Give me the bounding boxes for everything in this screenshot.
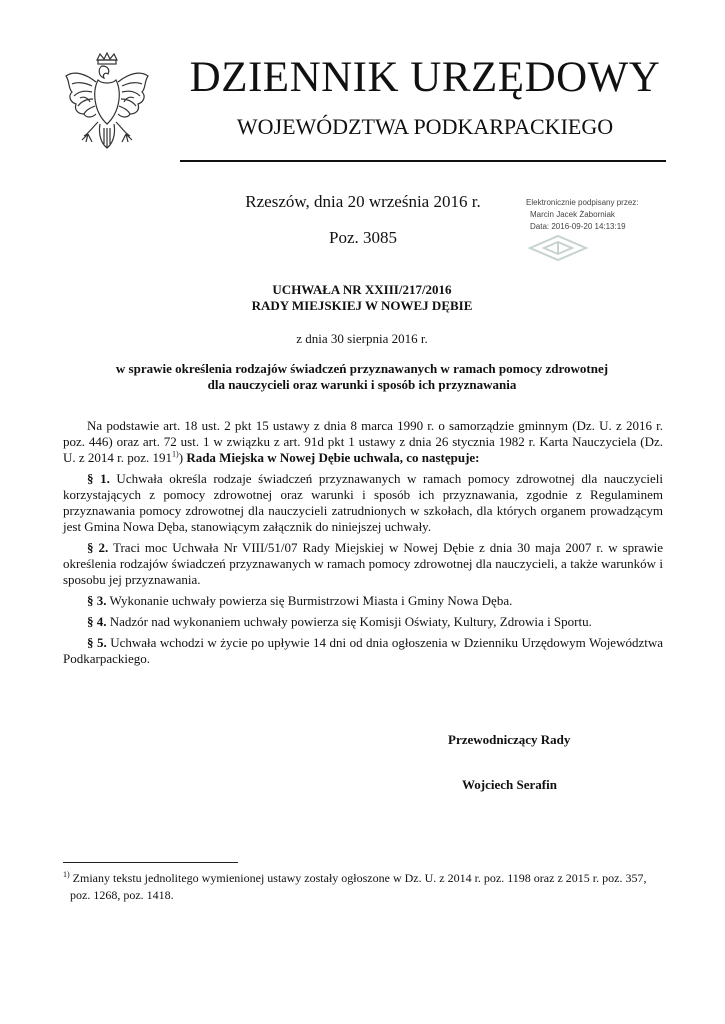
header-divider bbox=[180, 160, 666, 162]
paragraph-text: Wykonanie uchwały powierza się Burmistrzowi Miasta i Gminy Nowa Dęba. bbox=[106, 593, 513, 608]
paragraph-2 bbox=[63, 540, 663, 588]
publication-date: Rzeszów, dnia 20 września 2016 r. bbox=[245, 192, 481, 211]
paragraph-text: Uchwała wchodzi w życie po upływie 14 dni od dnia ogłoszenia w Dzienniku Urzędowym Województwa Podkarpackiego. bbox=[63, 635, 664, 666]
paragraph-number: § 5. bbox=[87, 635, 107, 650]
paragraph-4 bbox=[63, 614, 663, 630]
paragraph-text: Nadzór nad wykonaniem uchwały powierza się Komisji Oświaty, Kultury, Zdrowia i Sportu. bbox=[106, 614, 592, 629]
footnote-divider bbox=[63, 862, 238, 863]
paragraph-text: Traci moc Uchwała Nr VIII/51/07 Rady Miejskiej w Nowej Dębie z dnia 30 maja 2007 r. w sprawie określenia rodzajów świadczeń przyznawanych w ramach pomocy zdrowotnej dla nauczycieli, a także warunków i sposobu jej przyznawania. bbox=[63, 540, 663, 587]
paragraph-number: § 2. bbox=[87, 540, 109, 555]
preamble bbox=[63, 418, 663, 466]
signature-validity-icon bbox=[524, 232, 594, 262]
signature-label: Elektronicznie podpisany przez: bbox=[526, 198, 639, 207]
preamble-text: Na podstawie art. 18 ust. 2 pkt 15 ustawy z dnia 8 marca 1990 r. o samorządzie gminnym (Dz. U. z 2016 r. poz. 446) oraz art. 72 ust. 1 w związku z art. 91d pkt 1 ustawy z dnia 26 stycznia 1982 r. Karta Nauczyciela (Dz. U. z 2014 r. poz. 191 bbox=[63, 418, 663, 465]
signature-date: Data: 2016-09-20 14:13:19 bbox=[530, 222, 626, 231]
paragraph-5 bbox=[63, 635, 663, 667]
resolution-body bbox=[63, 418, 663, 672]
paragraph-text: Uchwała określa rodzaje świadczeń przyznawanych w ramach pomocy zdrowotnej dla nauczycieli korzystających z pomocy zdrowotnej oraz warunki i sposób ich przyznawania, zgodnie z Regulaminem przyznawania pomocy zdrowotnej dla nauczycieli zatrudnionych w szkołach, dla których organem prowadzącym jest Gmina Nowa Dęba, stanowiącym załącznik do niniejszej uchwały. bbox=[63, 471, 664, 534]
resolution-council: RADY MIEJSKIEJ W NOWEJ DĘBIE bbox=[251, 298, 473, 313]
footnote-marker: 1) bbox=[63, 870, 70, 879]
footnote-reference[interactable]: 1) bbox=[172, 449, 179, 459]
publication-position: Poz. 3085 bbox=[329, 228, 397, 247]
preamble-close: ) bbox=[178, 450, 184, 465]
resolution-date: z dnia 30 sierpnia 2016 r. bbox=[296, 331, 428, 346]
resolution-subject bbox=[90, 361, 634, 393]
journal-title: DZIENNIK URZĘDOWY bbox=[189, 54, 661, 101]
resolution-title bbox=[150, 282, 574, 314]
paragraph-number: § 4. bbox=[87, 614, 107, 629]
preamble-enactment: Rada Miejska w Nowej Dębie uchwala, co następuje: bbox=[183, 450, 480, 465]
signer-name: Wojciech Serafin bbox=[462, 777, 557, 792]
paragraph-3 bbox=[63, 593, 663, 609]
paragraph-number: § 3. bbox=[87, 593, 107, 608]
journal-subtitle: WOJEWÓDZTWA PODKARPACKIEGO bbox=[236, 114, 614, 139]
footnote-continuation: poz. 1268, poz. 1418. bbox=[70, 888, 174, 902]
footnote-text: Zmiany tekstu jednolitego wymienionej ustawy zostały ogłoszone w Dz. U. z 2014 r. poz. 1198 oraz z 2015 r. poz. 357, bbox=[69, 871, 647, 885]
paragraph-1 bbox=[63, 471, 663, 535]
polish-eagle-emblem-icon bbox=[62, 52, 152, 168]
footnote bbox=[63, 870, 673, 904]
signature-signer: Marcin Jacek Żaborniak bbox=[530, 210, 615, 219]
signer-role: Przewodniczący Rady bbox=[448, 732, 571, 747]
electronic-signature-block bbox=[526, 197, 696, 233]
resolution-number: UCHWAŁA NR XXIII/217/2016 bbox=[272, 282, 452, 297]
subject-line-1: w sprawie określenia rodzajów świadczeń przyznawanych w ramach pomocy zdrowotnej bbox=[115, 361, 609, 376]
subject-line-2: dla nauczycieli oraz warunki i sposób ich przyznawania bbox=[207, 377, 517, 392]
paragraph-number: § 1. bbox=[87, 471, 110, 486]
